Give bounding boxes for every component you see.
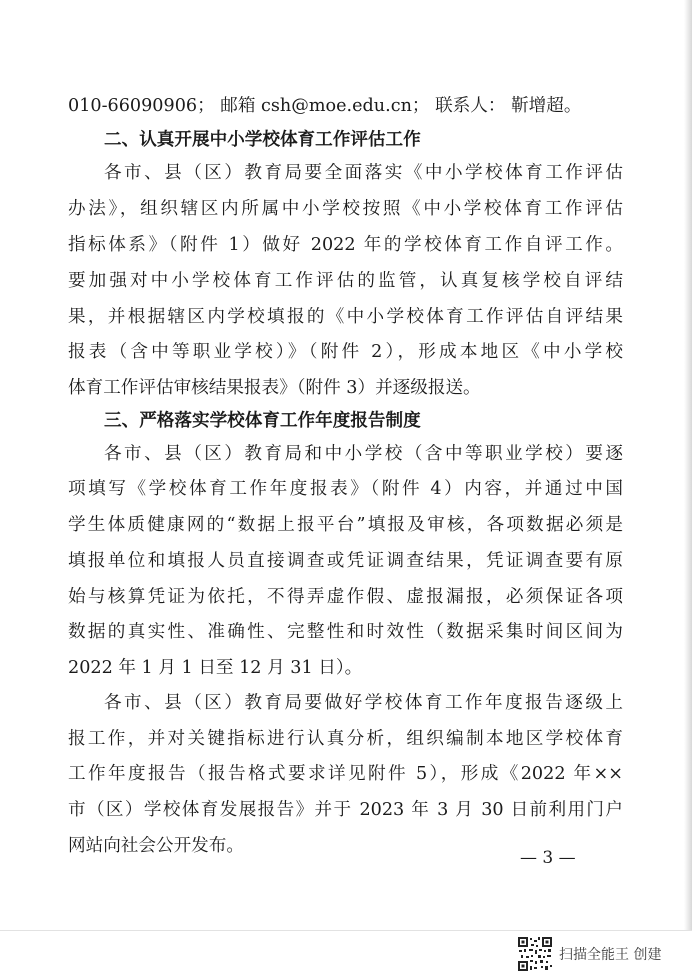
scanner-watermark-label: 扫描全能王 创建 [559, 947, 662, 963]
scanner-footer [517, 934, 661, 974]
paragraph-line: 报表（含中等职业学校）》（附件 2），形成本地区《中小学校 [68, 342, 623, 362]
page-number: — 3 — [520, 848, 576, 868]
paragraph-line: 工作年度报告（报告格式要求详见附件 5），形成《2022 年×× [68, 764, 623, 784]
paragraph-line: 始与核算凭证为依托，不得弄虚作假、虚报漏报，必须保证各项 [68, 587, 623, 607]
footer-divider [0, 930, 692, 931]
section-heading-3: 三、严格落实学校体育工作年度报告制度 [104, 411, 421, 431]
paragraph-line: 指标体系》（附件 1）做好 2022 年的学校体育工作自评工作。 [68, 235, 623, 255]
paragraph-line: 项填写《学校体育工作年度报表》（附件 4）内容，并通过中国 [68, 479, 623, 499]
paragraph-line: 各市、县（区）教育局和中小学校（含中等职业学校）要逐 [104, 444, 623, 464]
paragraph-line: 体育工作评估审核结果报表》（附件 3）并逐级报送。 [68, 378, 481, 398]
paragraph-line: 2022 年 1 月 1 日至 12 月 31 日）。 [68, 658, 363, 678]
qr-code-icon [517, 936, 553, 972]
paragraph-line: 办法》，组织辖区内所属中小学校按照《中小学校体育工作评估 [68, 199, 623, 219]
paragraph-line: 各市、县（区）教育局要全面落实《中小学校体育工作评估 [104, 163, 623, 183]
paragraph-line: 数据的真实性、准确性、完整性和时效性（数据采集时间区间为 [68, 622, 623, 642]
paragraph-line: 各市、县（区）教育局要做好学校体育工作年度报告逐级上 [104, 693, 623, 713]
page-edge-shadow [684, 0, 692, 930]
paragraph-line: 报工作，并对关键指标进行认真分析，组织编制本地区学校体育 [68, 729, 623, 749]
section-heading-2: 二、认真开展中小学校体育工作评估工作 [104, 130, 421, 150]
paragraph-line: 填报单位和填报人员直接调查或凭证调查结果，凭证调查要有原 [68, 551, 623, 571]
paragraph-line: 要加强对中小学校体育工作评估的监管，认真复核学校自评结 [68, 271, 623, 291]
contact-line: 010-66090906； 邮箱 csh@moe.edu.cn； 联系人： 靳增超。 [68, 96, 582, 116]
paragraph-line: 网站向社会公开发布。 [68, 836, 244, 856]
paragraph-line: 市（区）学校体育发展报告》并于 2023 年 3 月 30 日前利用门户 [68, 800, 623, 820]
paragraph-line: 学生体质健康网的“数据上报平台”填报及审核，各项数据必须是 [68, 515, 623, 535]
paragraph-line: 果，并根据辖区内学校填报的《中小学校体育工作评估自评结果 [68, 307, 623, 327]
